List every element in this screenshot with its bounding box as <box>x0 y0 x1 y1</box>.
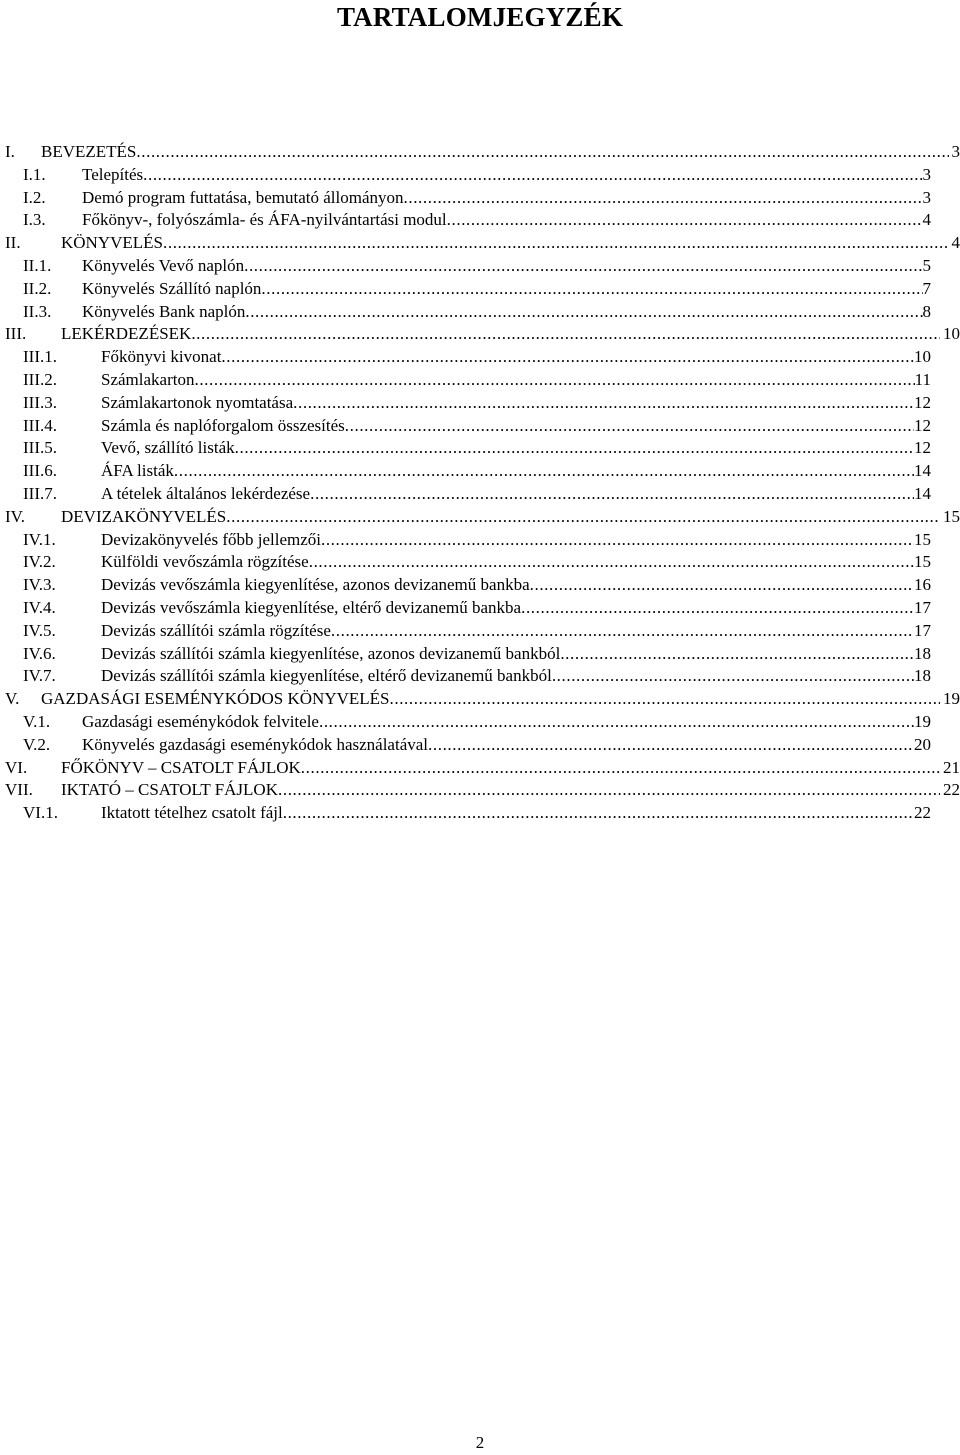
toc-entry-label: Devizás vevőszámla kiegyenlítése, azonos devizanemű bankba <box>101 574 530 597</box>
toc-entry-number: IV.1. <box>23 529 56 549</box>
dot-leader <box>174 460 914 483</box>
toc-entry[interactable] <box>0 757 960 780</box>
toc-entry-number: IV.3. <box>23 575 56 595</box>
toc-entry-number: IV.7. <box>23 666 56 686</box>
toc-entry-label: Devizás szállítói számla kiegyenlítése, eltérő devizanemű bankból <box>101 665 552 688</box>
page-title: TARTALOMJEGYZÉK <box>336 2 624 32</box>
toc-entry-number: IV.6. <box>23 643 56 663</box>
toc-entry-label: Gazdasági eseménykódok felvitele <box>82 711 319 734</box>
dot-leader <box>530 574 914 597</box>
dot-leader <box>428 734 914 757</box>
toc-entry-label: Számlakartonok nyomtatása <box>101 392 293 415</box>
dot-leader <box>283 802 914 825</box>
toc-entry[interactable] <box>0 802 960 825</box>
toc-entry-label: DEVIZAKÖNYVELÉS <box>61 506 226 529</box>
toc-entry-page: 19 <box>943 689 960 709</box>
dot-leader <box>235 437 914 460</box>
toc-entry-page: 10 <box>914 347 931 367</box>
toc-entry-number: III.1. <box>23 347 57 367</box>
toc-entry[interactable] <box>0 369 960 392</box>
toc-entry-page: 4 <box>951 233 960 253</box>
toc-entry-label: A tételek általános lekérdezése <box>101 483 310 506</box>
dot-leader <box>293 392 914 415</box>
toc-entry[interactable] <box>0 346 960 369</box>
toc-entry-page: 15 <box>914 529 931 549</box>
toc-entry-label: ÁFA listák <box>101 460 174 483</box>
toc-entry-page: 12 <box>914 438 931 458</box>
toc-entry[interactable] <box>0 711 960 734</box>
dot-leader <box>560 643 914 666</box>
toc-entry-number: II. <box>5 233 21 253</box>
dot-leader <box>143 164 922 187</box>
toc-entry-label: Könyvelés Szállító naplón <box>82 278 261 301</box>
toc-entry-page: 14 <box>914 483 931 503</box>
toc-entry[interactable] <box>0 506 960 529</box>
toc-entry-page: 4 <box>922 210 931 230</box>
toc-entry-number: IV.4. <box>23 597 56 617</box>
toc-entry[interactable] <box>0 688 960 711</box>
dot-leader <box>321 529 914 552</box>
toc-entry-page: 15 <box>943 506 960 526</box>
toc-entry-label: GAZDASÁGI ESEMÉNYKÓDOS KÖNYVELÉS <box>41 688 390 711</box>
dot-leader <box>390 688 941 711</box>
dot-leader <box>245 301 922 324</box>
toc-entry[interactable] <box>0 665 960 688</box>
toc-entry-label: Könyvelés Vevő naplón <box>82 255 244 278</box>
toc-entry[interactable] <box>0 392 960 415</box>
dot-leader <box>319 711 914 734</box>
toc-entry[interactable] <box>0 209 960 232</box>
toc-entry-number: VI.1. <box>23 803 58 823</box>
toc-entry-label: IKTATÓ – CSATOLT FÁJLOK <box>61 779 278 802</box>
toc-entry-page: 20 <box>914 734 931 754</box>
toc-entry-number: I.1. <box>23 164 46 184</box>
toc-entry-label: Könyvelés gazdasági eseménykódok használatával <box>82 734 428 757</box>
toc-entry-page: 16 <box>914 575 931 595</box>
toc-entry-page: 8 <box>922 301 931 321</box>
toc-entry-number: III.7. <box>23 483 57 503</box>
toc-entry-number: III. <box>5 324 27 344</box>
toc-entry-number: V. <box>5 689 20 709</box>
toc-entry-page: 10 <box>943 324 960 344</box>
toc-entry-page: 5 <box>922 255 931 275</box>
toc-entry-number: III.3. <box>23 392 57 412</box>
dot-leader <box>261 278 922 301</box>
toc-entry[interactable] <box>0 643 960 666</box>
toc-entry[interactable] <box>0 551 960 574</box>
toc-entry-label: Devizakönyvelés főbb jellemzői <box>101 529 321 552</box>
toc-entry-page: 11 <box>914 369 931 389</box>
dot-leader <box>221 346 914 369</box>
toc-entry-page: 14 <box>914 461 931 481</box>
dot-leader <box>309 551 914 574</box>
toc-entry-label: Devizás szállítói számla rögzítése <box>101 620 331 643</box>
toc-entry-label: Iktatott tételhez csatolt fájl <box>101 802 283 825</box>
toc-entry[interactable] <box>0 141 960 164</box>
toc-entry[interactable] <box>0 574 960 597</box>
toc-entry[interactable] <box>0 437 960 460</box>
toc-entry-number: II.2. <box>23 278 52 298</box>
toc-entry-number: II.1. <box>23 255 52 275</box>
dot-leader <box>191 323 940 346</box>
toc-entry-page: 22 <box>914 803 931 823</box>
toc-entry[interactable] <box>0 529 960 552</box>
toc-entry-label: BEVEZETÉS <box>41 141 136 164</box>
toc-entry-number: VI. <box>5 757 28 777</box>
toc-entry-label: Telepítés <box>82 164 143 187</box>
toc-entry-number: V.2. <box>23 734 51 754</box>
toc-entry-page: 15 <box>914 552 931 572</box>
toc-entry-label: Devizás vevőszámla kiegyenlítése, eltérő devizanemű bankba <box>101 597 521 620</box>
toc-entry-label: Demó program futtatása, bemutató állományon <box>82 187 404 210</box>
toc-entry-label: Főkönyvi kivonat <box>101 346 221 369</box>
toc-entry-number: III.6. <box>23 461 57 481</box>
toc-entry-page: 17 <box>914 620 931 640</box>
toc-entry-number: IV. <box>5 506 25 526</box>
toc-entry-page: 12 <box>914 392 931 412</box>
toc-entry-number: I. <box>5 142 15 161</box>
toc-entry-page: 3 <box>922 164 931 184</box>
toc-entry-page: 22 <box>943 780 960 800</box>
dot-leader <box>136 141 948 164</box>
dot-leader <box>301 757 940 780</box>
toc-entry-label: LEKÉRDEZÉSEK <box>61 323 191 346</box>
dot-leader <box>163 232 949 255</box>
toc-entry[interactable] <box>0 620 960 643</box>
dot-leader <box>447 209 923 232</box>
dot-leader <box>404 187 923 210</box>
toc-entry[interactable] <box>0 779 960 802</box>
dot-leader <box>278 779 940 802</box>
toc-entry[interactable] <box>0 278 960 301</box>
toc-entry[interactable] <box>0 483 960 506</box>
toc-entry[interactable] <box>0 460 960 483</box>
toc-entry-label: Könyvelés Bank naplón <box>82 301 245 324</box>
toc-entry[interactable] <box>0 734 960 757</box>
toc-entry[interactable] <box>0 415 960 438</box>
toc-entry-label: Vevő, szállító listák <box>101 437 235 460</box>
toc-entry-number: I.2. <box>23 187 46 207</box>
toc-entry-label: Devizás szállítói számla kiegyenlítése, azonos devizanemű bankból <box>101 643 560 666</box>
toc-entry-page: 17 <box>914 597 931 617</box>
toc-entry-number: IV.5. <box>23 620 56 640</box>
toc-entry-page: 3 <box>922 187 931 207</box>
dot-leader <box>244 255 922 278</box>
toc-entry-number: III.2. <box>23 369 57 389</box>
toc-entry[interactable] <box>0 301 960 324</box>
toc-entry-label: Számla és naplóforgalom összesítés <box>101 415 345 438</box>
toc-entry[interactable] <box>0 255 960 278</box>
toc-entry[interactable] <box>0 323 960 346</box>
toc-entry-number: VII. <box>5 780 33 800</box>
dot-leader <box>194 369 914 392</box>
dot-leader <box>226 506 940 529</box>
table-of-contents <box>0 141 960 825</box>
toc-entry[interactable] <box>0 164 960 187</box>
toc-entry-page: 19 <box>914 711 931 731</box>
toc-entry[interactable] <box>0 232 960 255</box>
toc-entry-number: II.3. <box>23 301 52 321</box>
toc-entry-page: 12 <box>914 415 931 435</box>
toc-entry-page: 21 <box>943 757 960 777</box>
toc-entry-label: KÖNYVELÉS <box>61 232 163 255</box>
page-number: 2 <box>475 1433 485 1452</box>
toc-entry-page: 3 <box>951 142 960 161</box>
toc-entry-page: 7 <box>922 278 931 298</box>
dot-leader <box>310 483 914 506</box>
dot-leader <box>331 620 914 643</box>
toc-entry-number: III.5. <box>23 438 57 458</box>
toc-entry-label: FŐKÖNYV – CSATOLT FÁJLOK <box>61 757 301 780</box>
toc-entry-number: III.4. <box>23 415 57 435</box>
toc-entry-label: Főkönyv-, folyószámla- és ÁFA-nyilvántartási modul <box>82 209 447 232</box>
toc-entry[interactable] <box>0 187 960 210</box>
toc-entry-number: I.3. <box>23 210 46 230</box>
toc-entry-label: Külföldi vevőszámla rögzítése <box>101 551 309 574</box>
toc-entry-label: Számlakarton <box>101 369 194 392</box>
dot-leader <box>552 665 914 688</box>
toc-entry-page: 18 <box>914 666 931 686</box>
toc-entry-number: IV.2. <box>23 552 56 572</box>
dot-leader <box>521 597 914 620</box>
toc-entry-page: 18 <box>914 643 931 663</box>
dot-leader <box>345 415 914 438</box>
toc-entry-number: V.1. <box>23 711 51 731</box>
toc-entry[interactable] <box>0 597 960 620</box>
